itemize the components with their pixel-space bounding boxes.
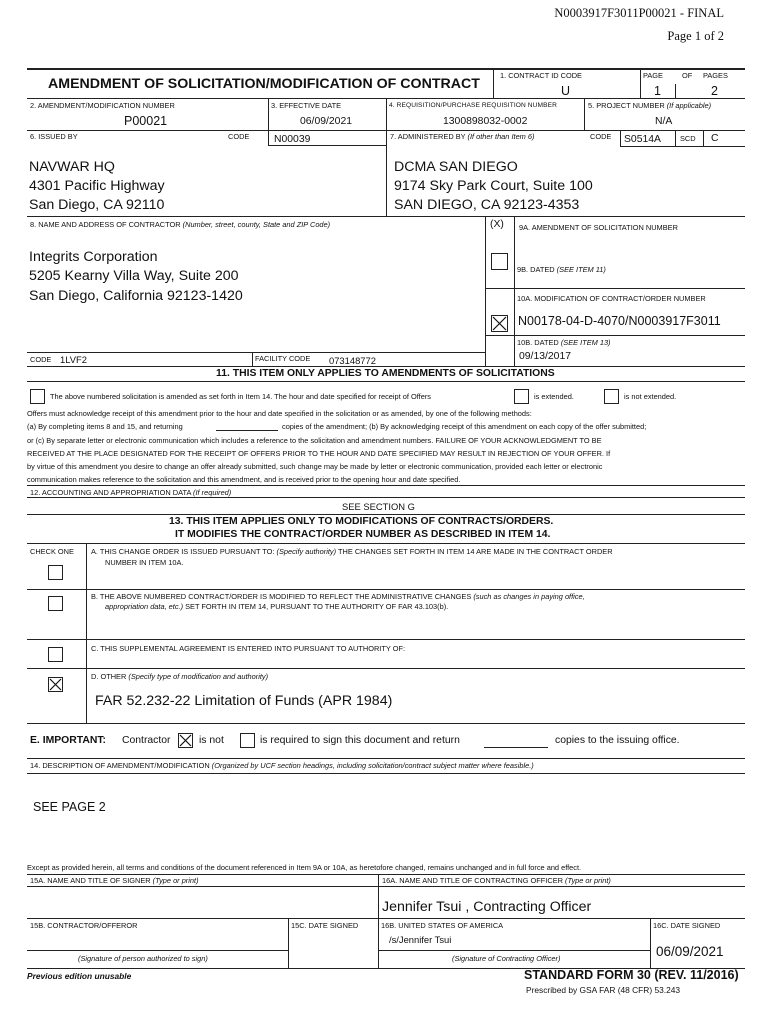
- contractor-line-3: San Diego, California 92123-1420: [29, 288, 243, 304]
- copies-label: copies to the issuing office.: [555, 735, 680, 746]
- item13b-text2: appropriation data, etc.) SET FORTH IN ITEM 14, PURSUANT TO THE AUTHORITY OF FAR 43.103(b).: [105, 602, 449, 611]
- effective-date: 06/09/2021: [300, 116, 353, 127]
- item8-label: 8. NAME AND ADDRESS OF CONTRACTOR (Number, street, county, State and ZIP Code): [30, 220, 331, 229]
- item15a-label: 15A. NAME AND TITLE OF SIGNER (Type or print): [30, 876, 199, 885]
- check-x-icon: [49, 678, 62, 691]
- item9a-label: 9A. AMENDMENT OF SOLICITATION NUMBER: [519, 223, 678, 232]
- issued-by-code: N00039: [274, 134, 311, 145]
- item13c-checkbox[interactable]: [48, 647, 63, 662]
- check-x-icon: [179, 734, 192, 747]
- item13a-checkbox[interactable]: [48, 565, 63, 580]
- prescribed-by: Prescribed by GSA FAR (48 CFR) 53.243: [526, 985, 681, 995]
- item11-line5: RECEIVED AT THE PLACE DESIGNATED FOR THE RECEIPT OF OFFERS PRIOR TO THE HOUR AND DATE SPECIFIED MAY RESULT IN REJECTION OF YOUR OFFER. If: [27, 449, 611, 458]
- item16c-label: 16C. DATE SIGNED: [653, 921, 721, 930]
- description-value: SEE PAGE 2: [33, 800, 106, 814]
- item14-label: 14. DESCRIPTION OF AMENDMENT/MODIFICATION (Organized by UCF section headings, including solicitation/contract subject matter where feasible.): [30, 761, 534, 770]
- item11-solicitation-checkbox[interactable]: [30, 389, 45, 404]
- item10-checkbox[interactable]: [491, 315, 508, 332]
- contractor-code: 1LVF2: [60, 354, 87, 365]
- item11-line7: communication makes reference to the solicitation and this amendment, and is received prior to the opening hour and date specified.: [27, 475, 461, 484]
- item7-code-label: CODE: [590, 132, 612, 141]
- is-not-extended-label: is not extended.: [624, 392, 677, 401]
- facility-code-label: FACILITY CODE: [255, 354, 311, 363]
- contractor-line-2: 5205 Kearny Villa Way, Suite 200: [29, 268, 239, 284]
- scd-value: C: [711, 133, 719, 144]
- contracting-officer-signature: /s/Jennifer Tsui: [389, 934, 452, 945]
- item13a-text2: NUMBER IN ITEM 10A.: [105, 558, 184, 567]
- item9b-label: 9B. DATED (SEE ITEM 11): [517, 265, 606, 274]
- item6-code-label: CODE: [228, 132, 250, 141]
- item13-heading2: IT MODIFIES THE CONTRACT/ORDER NUMBER AS DESCRIBED IN ITEM 14.: [175, 529, 551, 540]
- page-label: PAGE: [643, 71, 663, 80]
- check-one-label: CHECK ONE: [30, 547, 74, 556]
- issued-by-line-2: 4301 Pacific Highway: [29, 178, 165, 194]
- item10b-date: 09/13/2017: [519, 351, 572, 362]
- requisition-number: 1300898032-0002: [443, 116, 528, 127]
- contractor-code-label: CODE: [30, 355, 52, 364]
- item2-label: 2. AMENDMENT/MODIFICATION NUMBER: [30, 101, 175, 110]
- is-not-label: is not: [199, 735, 224, 746]
- issued-by-line-1: NAVWAR HQ: [29, 159, 115, 175]
- item11-line6: by virtue of this amendment you desire to change an offer already submitted, such change may be made by letter or electronic communication, provided each letter or electronic: [27, 462, 603, 471]
- item6-label: 6. ISSUED BY: [30, 132, 78, 141]
- item16b-label: 16B. UNITED STATES OF AMERICA: [381, 921, 504, 930]
- page-value: 1: [654, 84, 661, 98]
- modification-contract-number: N00178-04-D-4070/N0003917F3011: [518, 314, 721, 328]
- is-required-label: is required to sign this document and return: [260, 735, 460, 746]
- item12-label: 12. ACCOUNTING AND APPROPRIATION DATA (If required): [30, 488, 232, 497]
- item13a-text: A. THIS CHANGE ORDER IS ISSUED PURSUANT TO: (Specify authority) THE CHANGES SET FORTH IN ITEM 14 ARE MADE IN THE CONTRACT ORDER: [91, 547, 613, 556]
- item13-heading1: 13. THIS ITEM APPLIES ONLY TO MODIFICATIONS OF CONTRACTS/ORDERS.: [169, 516, 554, 527]
- issued-by-line-3: San Diego, CA 92110: [29, 197, 165, 213]
- item10a-label: 10A. MODIFICATION OF CONTRACT/ORDER NUMBER: [517, 294, 706, 303]
- item11-line2: Offers must acknowledge receipt of this amendment prior to the hour and date specified in the solicitation or as amended, by one of the following methods:: [27, 409, 532, 418]
- page-count: Page 1 of 2: [667, 29, 724, 43]
- administered-by-line-2: 9174 Sky Park Court, Suite 100: [394, 178, 593, 194]
- item15b-label: 15B. CONTRACTOR/OFFEROR: [30, 921, 138, 930]
- item4-label: 4. REQUISITION/PURCHASE REQUISITION NUMBER: [389, 102, 557, 109]
- item11-line4: or (c) By separate letter or electronic communication which includes a reference to the solicitation and amendment numbers. FAILURE OF YOUR ACKNOWLEDGMENT TO BE: [27, 436, 602, 445]
- project-number: N/A: [655, 116, 673, 127]
- document-id: N0003917F3011P00021 - FINAL: [554, 6, 724, 20]
- administered-by-code: S0514A: [624, 134, 661, 145]
- contractor-signature-note: (Signature of person authorized to sign): [78, 954, 208, 963]
- pages-label: PAGES: [703, 71, 728, 80]
- item7-label: 7. ADMINISTERED BY (If other than Item 6): [390, 132, 535, 141]
- officer-signature-note: (Signature of Contracting Officer): [452, 954, 561, 963]
- item13d-checkbox[interactable]: [48, 677, 63, 692]
- administered-by-line-1: DCMA SAN DIEGO: [394, 159, 518, 175]
- is-extended-checkbox[interactable]: [514, 389, 529, 404]
- item11-heading: 11. THIS ITEM ONLY APPLIES TO AMENDMENTS OF SOLICITATIONS: [216, 368, 555, 379]
- contractor-label: Contractor: [122, 735, 171, 746]
- date-signed: 06/09/2021: [656, 944, 724, 959]
- contracting-officer-name: Jennifer Tsui , Contracting Officer: [382, 899, 592, 915]
- pages-value: 2: [711, 84, 718, 98]
- item11-line3b: copies of the amendment; (b) By acknowledging receipt of this amendment on each copy of the offer submitted;: [282, 422, 647, 431]
- of-label: OF: [682, 71, 693, 80]
- item1-label: 1. CONTRACT ID CODE: [500, 71, 582, 80]
- item13b-text: B. THE ABOVE NUMBERED CONTRACT/ORDER IS MODIFIED TO REFLECT THE ADMINISTRATIVE CHANGES (such as changes in paying office,: [91, 592, 585, 601]
- contract-id-code: U: [561, 84, 571, 98]
- item11-line1: The above numbered solicitation is amended as set forth in Item 14. The hour and date specified for receipt of Offers: [50, 392, 431, 401]
- important-label: E. IMPORTANT:: [30, 735, 107, 746]
- is-not-extended-checkbox[interactable]: [604, 389, 619, 404]
- item13c-text: C. THIS SUPPLEMENTAL AGREEMENT IS ENTERED INTO PURSUANT TO AUTHORITY OF:: [91, 644, 406, 653]
- item11-line3a: (a) By completing items 8 and 15, and returning: [27, 422, 183, 431]
- scd-label: SCD: [680, 134, 696, 143]
- item13b-checkbox[interactable]: [48, 596, 63, 611]
- item16a-label: 16A. NAME AND TITLE OF CONTRACTING OFFICER (Type or print): [382, 876, 611, 885]
- check-x-icon: [492, 316, 507, 331]
- contractor-line-1: Integrits Corporation: [29, 249, 158, 265]
- administered-by-line-3: SAN DIEGO, CA 92123-4353: [394, 197, 580, 213]
- is-extended-label: is extended.: [534, 392, 574, 401]
- item9-checkbox[interactable]: [491, 253, 508, 270]
- facility-code: 073148772: [329, 355, 376, 366]
- is-required-checkbox[interactable]: [240, 733, 255, 748]
- item13d-text: D. OTHER (Specify type of modification and authority): [91, 672, 269, 681]
- item15c-label: 15C. DATE SIGNED: [291, 921, 359, 930]
- x-label: (X): [490, 219, 504, 230]
- amendment-number: P00021: [124, 114, 168, 128]
- is-not-checkbox[interactable]: [178, 733, 193, 748]
- previous-edition-note: Previous edition unusable: [27, 971, 132, 981]
- item5-label: 5. PROJECT NUMBER (If applicable): [588, 101, 712, 110]
- except-text: Except as provided herein, all terms and conditions of the document referenced in Item 9A or 10A, as heretofore changed, remains unchanged and in full force and effect.: [27, 863, 582, 872]
- item3-label: 3. EFFECTIVE DATE: [271, 101, 342, 110]
- standard-form-number: STANDARD FORM 30 (REV. 11/2016): [524, 968, 739, 982]
- form-title: AMENDMENT OF SOLICITATION/MODIFICATION OF CONTRACT: [48, 76, 480, 92]
- item10b-label: 10B. DATED (SEE ITEM 13): [517, 338, 611, 347]
- modification-authority: FAR 52.232-22 Limitation of Funds (APR 1984): [95, 693, 393, 709]
- accounting-data: SEE SECTION G: [342, 501, 415, 512]
